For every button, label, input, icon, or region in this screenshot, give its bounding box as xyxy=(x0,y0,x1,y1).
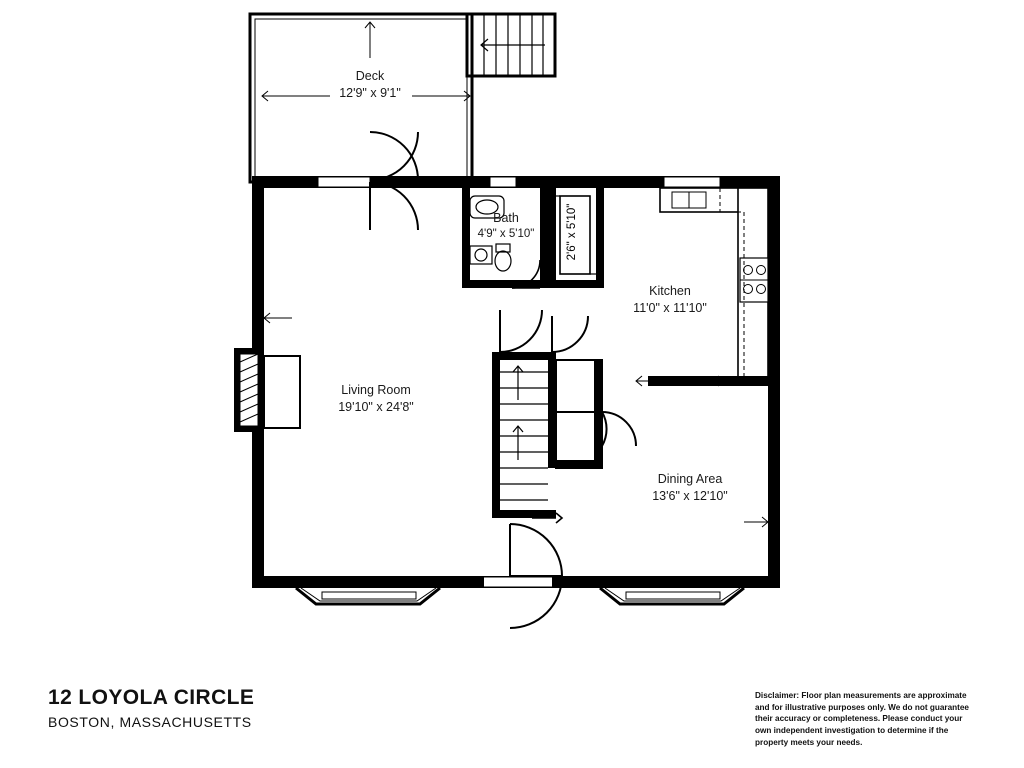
chimney-hearth xyxy=(234,348,300,432)
room-dimensions-kitchen: 11'0" x 11'10" xyxy=(633,300,707,315)
room-name-living-room: Living Room xyxy=(341,383,411,397)
room-name-deck: Deck xyxy=(355,69,385,83)
room-label-kitchen xyxy=(608,283,732,317)
room-label-dining-area xyxy=(626,471,754,505)
room-dimensions-bath: 4'9" x 5'10" xyxy=(477,227,535,240)
title-block xyxy=(48,686,254,730)
room-dimensions-deck: 12'9" x 9'1" xyxy=(339,85,401,100)
disclaimer-text: Disclaimer: Floor plan measurements are approximate and for illustrative purposes only. We do not guarantee their accuracy or completeness. Please conduct your own independent investigation to determine if the property meets your needs. xyxy=(755,691,969,747)
property-address: 12 LOYOLA CIRCLE xyxy=(48,686,255,709)
door-swing-stair-top-2 xyxy=(552,316,588,352)
property-city-state: BOSTON, MASSACHUSETTS xyxy=(48,714,252,730)
room-label-deck xyxy=(310,68,430,102)
room-label-bath xyxy=(460,210,552,242)
door-swing-front-inner xyxy=(510,524,562,576)
room-name-dining-area: Dining Area xyxy=(657,472,723,486)
room-dimensions-dining-area: 13'6" x 12'10" xyxy=(652,488,728,503)
staircase xyxy=(492,352,602,518)
room-name-laundry: Laundry xyxy=(542,211,554,253)
room-name-bath: Bath xyxy=(493,211,519,225)
door-swing-closet xyxy=(602,412,636,446)
door-swing-deck xyxy=(370,182,418,230)
room-dimensions-living-room: 19'10" x 24'8" xyxy=(338,399,414,414)
room-name-kitchen: Kitchen xyxy=(649,284,691,298)
room-label-living-room xyxy=(310,382,442,416)
door-swing-stair-top xyxy=(500,310,542,352)
room-dimensions-laundry: 2'6" x 5'10" xyxy=(566,203,578,261)
door-swing-deck-upper xyxy=(370,132,418,180)
